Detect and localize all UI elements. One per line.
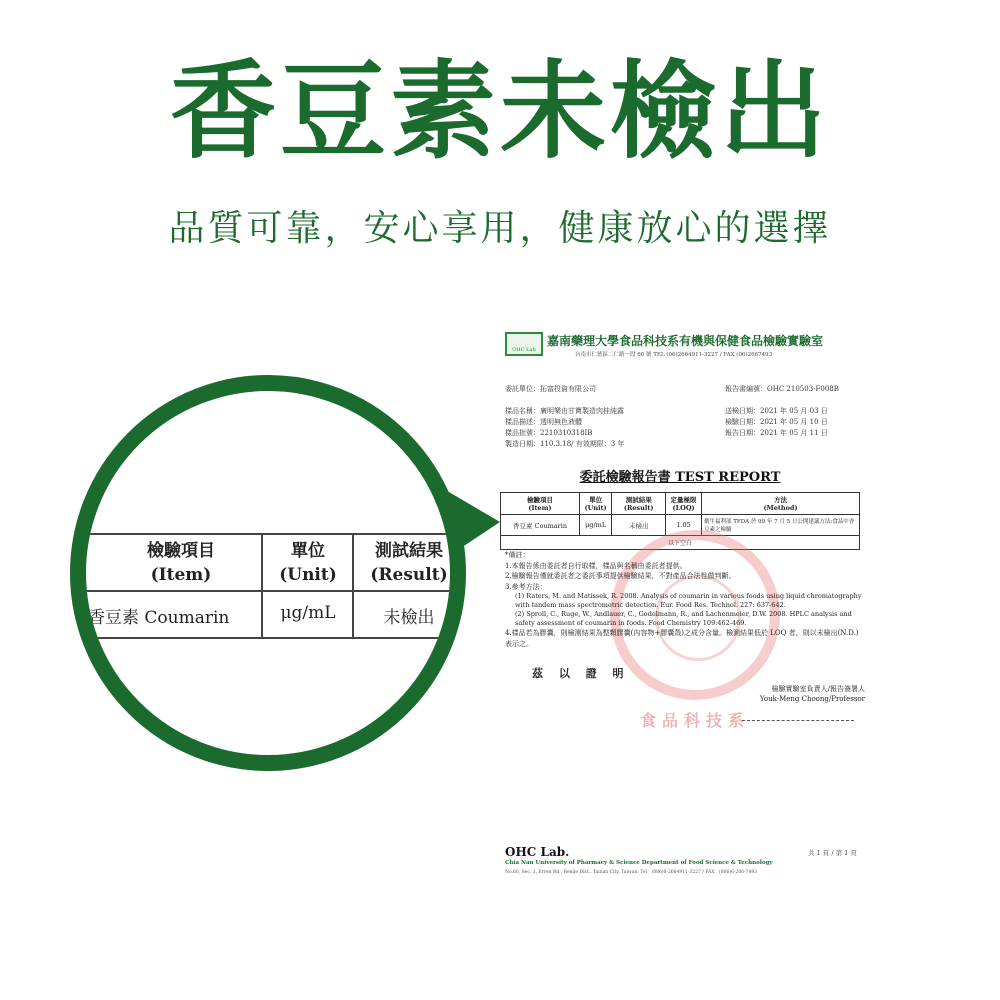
zoom-result-value: 未檢出 [383,608,435,628]
header-item-en: (Item) [528,504,552,512]
blank-note: 以下空白 [501,536,860,550]
signer [745,684,865,704]
note-4: 4.樣品若為膠囊，則檢測結果為整顆膠囊(內容物+膠囊殼)之成分含量。檢測結果低於 LOQ 者，則以未檢出(N.D.)表示之。 [505,629,859,648]
manufacture-date: 製造日期：110.3.18/ 有效期限：3 年 [505,440,625,448]
header-result-en: (Result) [623,504,654,512]
headline: 香豆素未檢出 [170,50,830,173]
header-method-zh: 方法 [774,496,787,504]
page-number: 共 1 頁 / 第 1 頁 [808,849,857,857]
date-tested: 檢驗日期：2021 年 05 月 10 日 [725,418,828,426]
client: 委託單位：拓富投資有限公司 [505,385,596,393]
notes-section [505,550,865,649]
cell-result: 未檢出 [612,515,666,536]
zoom-unit-value: μg/mL [280,603,336,623]
cell-loq: 1.05 [666,515,702,536]
note-1: 1.本報告係由委託者自行取樣，樣品與名稱由委託者提供。 [505,561,687,570]
zoom-header-result: 測試結果 (Result) [370,541,448,585]
cell-item: 香豆素 Coumarin [501,515,580,536]
header-item-zh: 檢驗項目 [526,496,553,504]
stamp-text: 食品科技系 [639,711,750,730]
signer-name: Youk-Meng Choong/Professor [759,695,865,703]
header-loq-zh: 定量極限 [670,496,697,504]
cell-method: 衛生福利部 TFDA 於 99 年 7 月 5 日公開建議方法:食品中香豆素之檢驗 [702,515,860,536]
zoom-header-item: 檢驗項目 (Item) [147,541,215,585]
zoom-header-unit: 單位 (Unit) [279,541,337,585]
date-reported: 報告日期：2021 年 05 月 11 日 [725,429,828,437]
reference-2: (2) Sproll, C., Ruge, W., Andlauer, C., Godelmann, R., and Lachenmeier, D.W. 2008. HPLC analysis and safety assessment of coumarin in foods. Food Chemistry 109:462-469. [515,610,852,627]
test-report-document [470,320,890,880]
footer-brand: OHC Lab. [505,845,570,859]
header-loq-en: (LOQ) [672,504,695,512]
notes-title: *備註： [505,551,530,559]
footer-university: Chia Nan University of Pharmacy & Science Department of Food Science & Technology [505,860,773,866]
sample-name: 樣品名稱：廣明樂由甘寶製造肉桂純露 [505,407,624,415]
report-title: 委託檢驗報告書 TEST REPORT [579,470,781,485]
footer-address: No.60, Sec. 1, Erren Rd., Rende Dist., Tainan City, Taiwan. Tel：(886)6-2664911-3227 / FAX：(886)6-266-7493 [505,870,758,875]
magnifier-circle [70,375,466,771]
header-result-zh: 測試結果 [625,496,652,504]
note-3: 3.參考方法： [505,582,547,591]
sample-description: 樣品描述：透明無色液體 [505,418,582,426]
header-method-en: (Method) [763,504,798,512]
sample-batch: 樣品批號：2210310318IB [505,429,593,437]
header-unit-en: (Unit) [584,504,607,512]
zoom-item-value: 香豆素 Coumarin [88,608,230,628]
zoom-mid-border [86,590,466,592]
attestation: 茲 以 證 明 [532,667,630,680]
zoom-bottom-border [86,637,466,639]
report-number: 報告書編號：OHC 210503-F008B [725,385,839,393]
zoom-top-border [86,533,466,535]
lab-logo-icon: OHC Lab [505,332,543,356]
note-2: 2.檢驗報告僅就委託者之委託事項提供檢驗結果，不對產品合法性做判斷。 [505,572,736,580]
lab-name: 嘉南藥理大學食品科技系有機與保健食品檢驗實驗室 [547,334,824,348]
date-received: 送檢日期：2021 年 05 月 03 日 [725,407,828,415]
signature-line [742,720,854,721]
table-header-row [501,493,860,515]
tagline: 品質可靠，安心享用，健康放心的選擇 [168,208,832,249]
header-unit-zh: 單位 [589,496,603,504]
zoomed-table [86,391,466,771]
lab-address: 台南市仁德區二仁路一段 60 號 TEL (06)2664911-3227 / FAX (06)2667493 [575,352,773,358]
signer-role: 檢驗實驗室負責人/報告簽署人 [771,685,865,693]
reference-1: (1) Raters, M. and Matissek, R. 2008. Analysis of coumarin in various foods using liquid chromatography with tandem mass spectrometric detection. Eur. Food Res. Technol. 227: 637-642. [515,592,862,609]
zoom-col-divider-1 [261,533,263,639]
cell-unit: μg/mL [579,515,611,536]
